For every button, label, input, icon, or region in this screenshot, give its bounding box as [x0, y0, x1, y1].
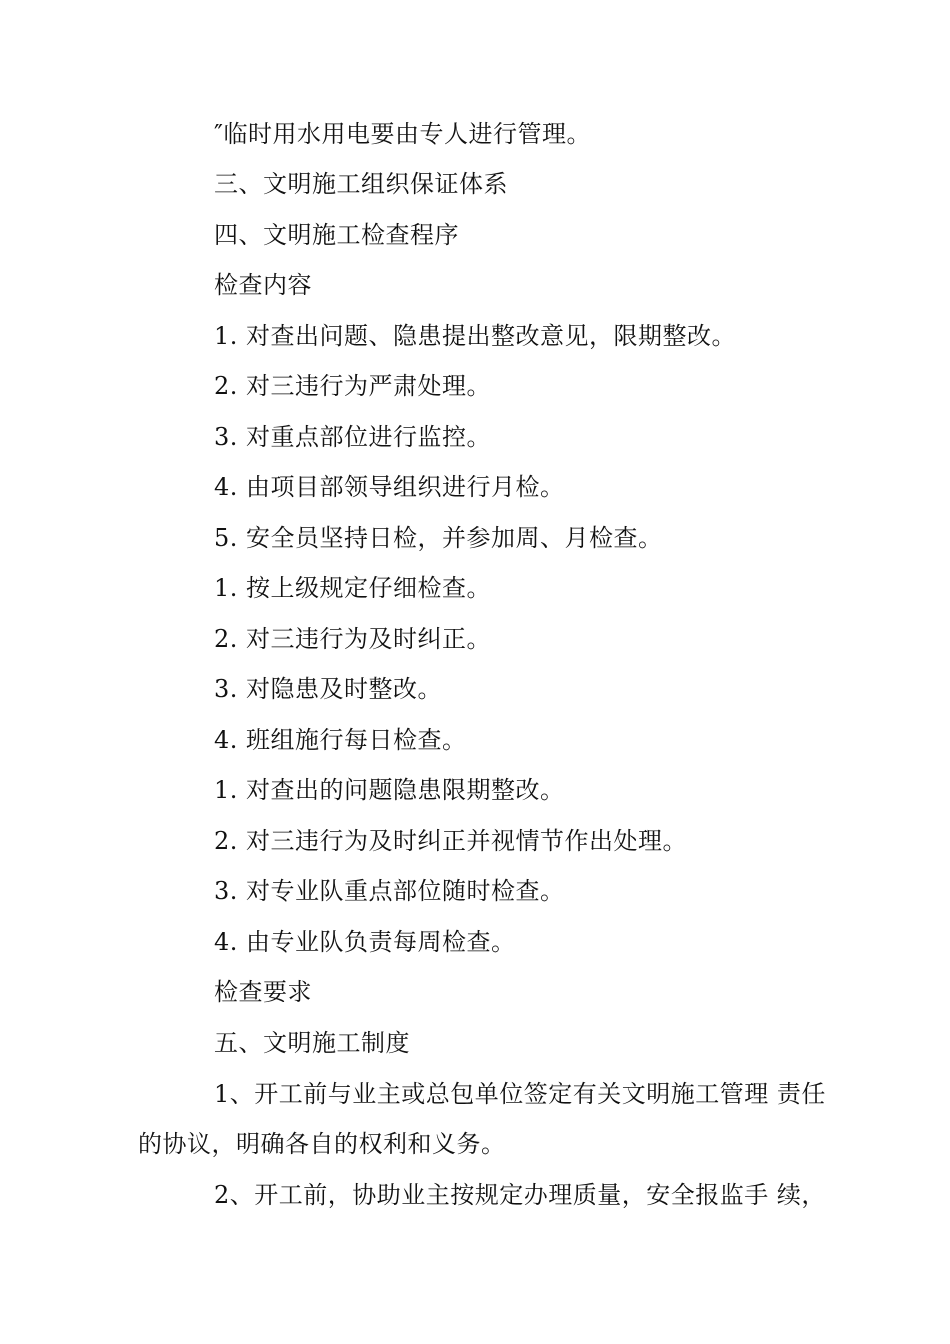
- section-heading: 四、文明施工检查程序: [214, 221, 459, 249]
- list-item: 1. 对查出问题、隐患提出整改意见，限期整改。: [214, 322, 737, 350]
- list-item: 4. 由项目部领导组织进行月检。: [214, 473, 565, 501]
- list-item: 1. 按上级规定仔细检查。: [214, 574, 492, 602]
- list-item: 2. 对三违行为及时纠正并视情节作出处理。: [214, 827, 688, 855]
- list-item: 3. 对隐患及时整改。: [214, 675, 443, 703]
- subheading: 检查要求: [214, 978, 312, 1006]
- list-item: 2. 对三违行为严肃处理。: [214, 372, 492, 400]
- paragraph-line: 的协议，明确各自的权利和义务。: [138, 1130, 506, 1158]
- list-item: 1. 对查出的问题隐患限期整改。: [214, 776, 565, 804]
- section-heading: 三、文明施工组织保证体系: [214, 170, 508, 198]
- list-item: 5. 安全员坚持日检，并参加周、月检查。: [214, 524, 663, 552]
- section-heading: 五、文明施工制度: [214, 1029, 410, 1057]
- subheading: 检查内容: [214, 271, 312, 299]
- paragraph-line: 2、开工前，协助业主按规定办理质量，安全报监手 续，: [214, 1181, 826, 1209]
- list-item: 2. 对三违行为及时纠正。: [214, 625, 492, 653]
- list-item: 4. 班组施行每日检查。: [214, 726, 467, 754]
- paragraph-line: 1、开工前与业主或总包单位签定有关文明施工管理 责任: [214, 1080, 826, 1108]
- list-item: 4. 由专业队负责每周检查。: [214, 928, 516, 956]
- paragraph-line: ″临时用水用电要由专人进行管理。: [214, 120, 591, 148]
- list-item: 3. 对重点部位进行监控。: [214, 423, 492, 451]
- list-item: 3. 对专业队重点部位随时检查。: [214, 877, 565, 905]
